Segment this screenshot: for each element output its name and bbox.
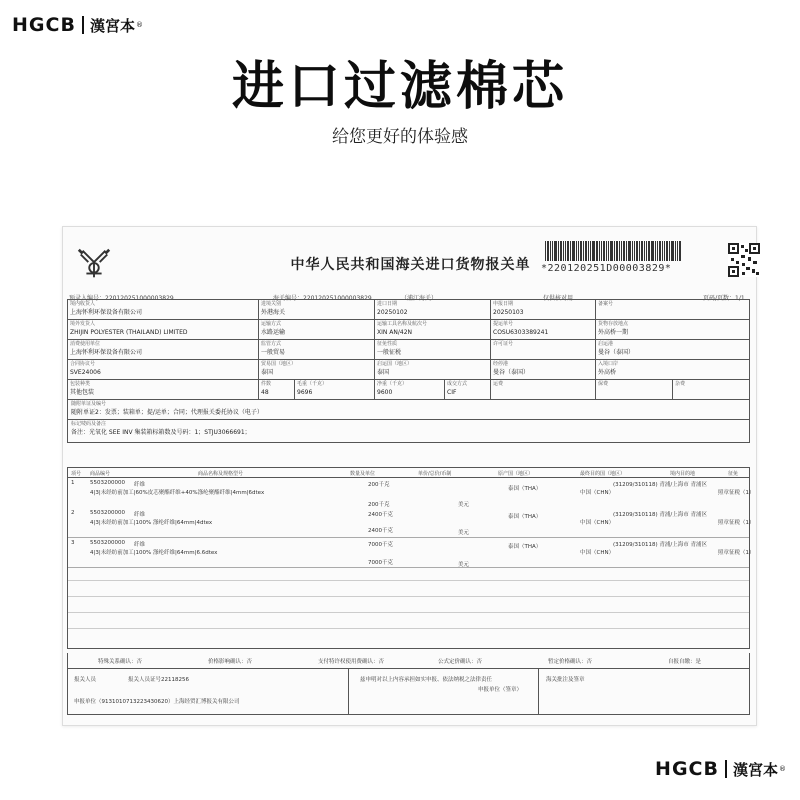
field-departure-country: 启运国（地区） 泰国	[374, 360, 490, 379]
barcode-bar	[679, 241, 681, 261]
item-currency: 美元	[458, 562, 470, 568]
item-no: 2	[71, 510, 75, 516]
customs-declaration-document	[62, 226, 757, 726]
brand-chinese-name: 漢宮本	[732, 760, 778, 779]
field-insurance: 保费	[595, 380, 672, 399]
item-destination: 中国（CHN）	[580, 490, 615, 496]
royalty-confirm: 支付特许权使用费确认：否	[318, 659, 385, 665]
field-trade-country: 贸易国（地区） 泰国	[258, 360, 374, 379]
field-contract-number: 合同协议号 SVE24006	[70, 361, 101, 376]
declaring-unit: 申报单位（9131010713223430620）上海经贸汇博报关有限公司	[74, 699, 240, 705]
barcode-bar	[669, 241, 670, 261]
barcode-bar	[608, 241, 609, 261]
item-name: 纤维	[134, 482, 146, 488]
item-destination: 中国（CHN）	[580, 520, 615, 526]
goods-row	[68, 538, 755, 568]
barcode-bar	[614, 241, 615, 261]
barcode-bar	[578, 241, 579, 261]
barcode-bar	[634, 241, 635, 261]
field-row-5	[68, 379, 749, 399]
barcode-bar	[677, 241, 678, 261]
barcode-bar	[616, 241, 618, 261]
marks-and-remarks: 标记唛码及备注 备注：光氧化 SEE INV 集装箱标箱数及号码：1；STJU3066691；	[67, 419, 750, 443]
blank-row-line	[68, 628, 749, 629]
item-destination: 中国（CHN）	[580, 550, 615, 556]
brand-divider	[725, 760, 727, 778]
goods-row	[68, 478, 755, 508]
header-name-spec: 商品名称及规格型号	[198, 471, 244, 477]
brand-divider	[82, 16, 84, 34]
customs-number: 海关编号：220120251000003829	[273, 295, 372, 302]
item-domestic: (31209/310118) 青浦/上海市 青浦区	[613, 542, 707, 548]
barcode-bar	[596, 241, 598, 261]
field-license-number: 许可证号	[490, 340, 595, 359]
header-item-no: 项号	[71, 471, 82, 477]
barcode-bar	[662, 241, 663, 261]
barcode-bar	[641, 241, 643, 261]
item-levy: 照章征税（1）	[718, 490, 755, 496]
item-domestic: (31209/310118) 青浦/上海市 青浦区	[613, 482, 707, 488]
item-currency: 美元	[458, 502, 470, 508]
item-quantity-legal: 7000千克	[368, 560, 393, 566]
barcode-bar	[664, 241, 665, 261]
field-freight: 运费	[490, 380, 595, 399]
goods-table-header	[68, 468, 749, 478]
field-storage-location: 货物存放地点 外高桥一期	[595, 320, 749, 339]
item-spec: 4|3|未经纺前加工|60%皮芯聚酯纤维+40%涤纶聚酯纤维|4mm|6dtex	[90, 490, 265, 496]
document-title: 中华人民共和国海关进口货物报关单	[290, 257, 531, 273]
header-origin: 原产国（地区）	[498, 471, 534, 477]
goods-row	[68, 508, 755, 538]
barcode-bar	[623, 241, 625, 261]
declarant-id: 报关人员证号22118256	[128, 677, 189, 683]
barcode-bar	[550, 241, 551, 261]
declarant-label: 报关人员	[74, 677, 97, 683]
provisional-price-confirm: 暂定价格确认：否	[548, 659, 593, 665]
item-origin: 泰国（THA）	[508, 486, 542, 492]
barcode-bar	[621, 241, 622, 261]
item-quantity: 7000千克	[368, 542, 393, 548]
header-quantity: 数量及单位	[350, 471, 376, 477]
item-spec: 4|3|未经纺前加工|100% 涤纶纤维|64mm|4dtex	[90, 520, 213, 526]
item-no: 1	[71, 480, 75, 486]
price-impact-confirm: 价格影响确认：否	[208, 659, 253, 665]
declaring-unit-seal: 申报单位（签章）	[478, 687, 523, 693]
barcode-bar	[655, 241, 656, 261]
header-domestic: 境内目的地	[670, 471, 696, 477]
barcode-bar	[648, 241, 650, 261]
barcode-bar	[572, 241, 575, 261]
item-quantity-legal: 2400千克	[368, 528, 393, 534]
signature-area	[67, 669, 750, 715]
field-shipper: 境外发货人 ZHIJIN POLYESTER (THAILAND) LIMITED	[70, 321, 188, 336]
page-number: 页码/页数：1/1	[703, 295, 745, 302]
field-departure-port: 启运港 曼谷（泰国）	[595, 340, 749, 359]
field-transit-port: 经停港 曼谷（泰国）	[490, 360, 595, 379]
barcode-bar	[646, 241, 647, 261]
barcode-bar	[628, 241, 631, 261]
field-misc-fee: 杂费	[672, 380, 749, 399]
prerecord-number: 预录入编号：220120251000003829	[69, 295, 174, 302]
barcode-bar	[592, 241, 595, 261]
barcode-bar	[585, 241, 587, 261]
special-relation-confirm: 特殊关系确认：否	[98, 659, 143, 665]
item-levy: 照章征税（1）	[718, 520, 755, 526]
header-levy: 征免	[728, 471, 739, 477]
item-levy: 照章征税（1）	[718, 550, 755, 556]
item-origin: 泰国（THA）	[508, 514, 542, 520]
declaration-fields-grid	[67, 299, 750, 443]
barcode-bar	[657, 241, 658, 261]
field-row-3	[68, 339, 749, 359]
barcode-bar	[583, 241, 584, 261]
blank-row-line	[68, 612, 749, 613]
item-quantity: 200千克	[368, 482, 390, 488]
field-entry-port: 入境口岸 外高桥	[595, 360, 749, 379]
barcode-bar	[639, 241, 640, 261]
qr-code-icon	[728, 243, 760, 277]
brand-logo-text: HGCB	[655, 758, 719, 780]
item-name: 纤维	[134, 542, 146, 548]
item-origin: 泰国（THA）	[508, 544, 542, 550]
item-code: 5503200000	[90, 510, 125, 516]
field-bill-of-lading: 提运单号 COSU6303389241	[490, 320, 595, 339]
barcode-bar	[619, 241, 620, 261]
field-package-count: 件数 48	[258, 380, 294, 399]
barcode-bar	[626, 241, 627, 261]
brand-logo-text: HGCB	[12, 14, 76, 36]
barcode-bar	[644, 241, 645, 261]
registered-mark: ®	[135, 21, 143, 29]
barcode-bar	[601, 241, 602, 261]
barcode	[545, 241, 715, 261]
blank-row-line	[68, 580, 749, 581]
barcode-bar	[547, 241, 549, 261]
item-quantity: 2400千克	[368, 512, 393, 518]
barcode-bar	[588, 241, 589, 261]
field-vessel: 运输工具名称及航次号 XIN AN/42N	[374, 320, 490, 339]
barcode-bar	[563, 241, 564, 261]
blank-row-line	[68, 596, 749, 597]
header-destination: 最终目的国（地区）	[580, 471, 626, 477]
field-declare-date: 申报日期 20250103	[490, 300, 595, 319]
goods-items-table	[67, 467, 755, 649]
field-record-number: 备案号	[595, 300, 749, 319]
field-net-weight: 净重（千克） 9600	[374, 380, 444, 399]
field-entry-customs: 进境关别 外港海关	[258, 300, 374, 319]
attached-documents: 随附单证及编号 随附单证2：发票；装箱单；提/运单；合同；代理报关委托协议（电子）	[67, 399, 750, 419]
field-transport-mode: 运输方式 水路运输	[258, 320, 374, 339]
field-row-1	[68, 299, 749, 319]
formula-pricing-confirm: 公式定价确认：否	[438, 659, 483, 665]
barcode-bar	[565, 241, 566, 261]
item-currency: 美元	[458, 530, 470, 536]
self-declare-confirm: 自报自缴：是	[668, 659, 702, 665]
field-consignee: 境内收货人 上海怀利环保设备有限公司	[70, 301, 143, 316]
field-trade-terms: 成交方式 CIF	[444, 380, 490, 399]
item-code: 5503200000	[90, 540, 125, 546]
barcode-bar	[580, 241, 582, 261]
item-domestic: (31209/310118) 青浦/上海市 青浦区	[613, 512, 707, 518]
field-levy-nature: 征免性质 一般征税	[374, 340, 490, 359]
item-no: 3	[71, 540, 75, 546]
field-gross-weight: 毛重（千克） 9696	[294, 380, 374, 399]
barcode-bar	[636, 241, 638, 261]
item-code: 5503200000	[90, 480, 125, 486]
item-quantity-legal: 200千克	[368, 502, 390, 508]
item-name: 纤维	[134, 512, 146, 518]
barcode-bar	[567, 241, 569, 261]
declaration-statement: 兹申明对以上内容承担如实申报、依法纳税之法律责任	[360, 677, 493, 683]
barcode-bar	[545, 241, 546, 261]
barcode-bar	[590, 241, 591, 261]
field-supervision-mode: 监管方式 一般贸易	[258, 340, 374, 359]
barcode-bar	[554, 241, 557, 261]
barcode-bar	[603, 241, 605, 261]
barcode-bar	[570, 241, 571, 261]
field-package-type: 包装种类 其他包装	[70, 381, 95, 396]
item-spec: 4|3|未经纺前加工|100% 涤纶纤维|64mm|6.6dtex	[90, 550, 218, 556]
barcode-bar	[675, 241, 676, 261]
brand-logo-bottom	[655, 758, 786, 780]
hero-title: 进口过滤棉芯	[231, 57, 568, 117]
hero-subtitle: 给您更好的体验感	[332, 127, 468, 147]
barcode-bar	[659, 241, 661, 261]
customs-annotation: 海关批注及签章	[546, 677, 585, 683]
barcode-bar	[610, 241, 613, 261]
barcode-bar	[576, 241, 577, 261]
barcode-bar	[558, 241, 559, 261]
entry-port: （浦江海关）	[401, 295, 438, 302]
field-consumer: 消费使用单位 上海怀利环保设备有限公司	[70, 341, 143, 356]
barcode-bar	[599, 241, 600, 261]
barcode-bar	[666, 241, 668, 261]
barcode-bar	[606, 241, 607, 261]
barcode-bar	[651, 241, 654, 261]
barcode-number: *220120251D00003829*	[541, 263, 672, 274]
barcode-bar	[632, 241, 633, 261]
barcode-bar	[671, 241, 674, 261]
field-import-date: 进口日期 20250102	[374, 300, 490, 319]
field-row-2	[68, 319, 749, 339]
registered-mark: ®	[779, 765, 786, 773]
field-row-4	[68, 359, 749, 379]
header-price: 单价/总价/币制	[418, 471, 452, 477]
barcode-bar	[552, 241, 553, 261]
barcode-bar	[560, 241, 562, 261]
brand-chinese-name: 漢宮本	[89, 16, 135, 35]
header-code: 商品编号	[90, 471, 111, 477]
import-note: 仅供核对用	[543, 295, 574, 302]
brand-logo-top	[12, 14, 143, 36]
confirmation-row	[67, 653, 750, 669]
